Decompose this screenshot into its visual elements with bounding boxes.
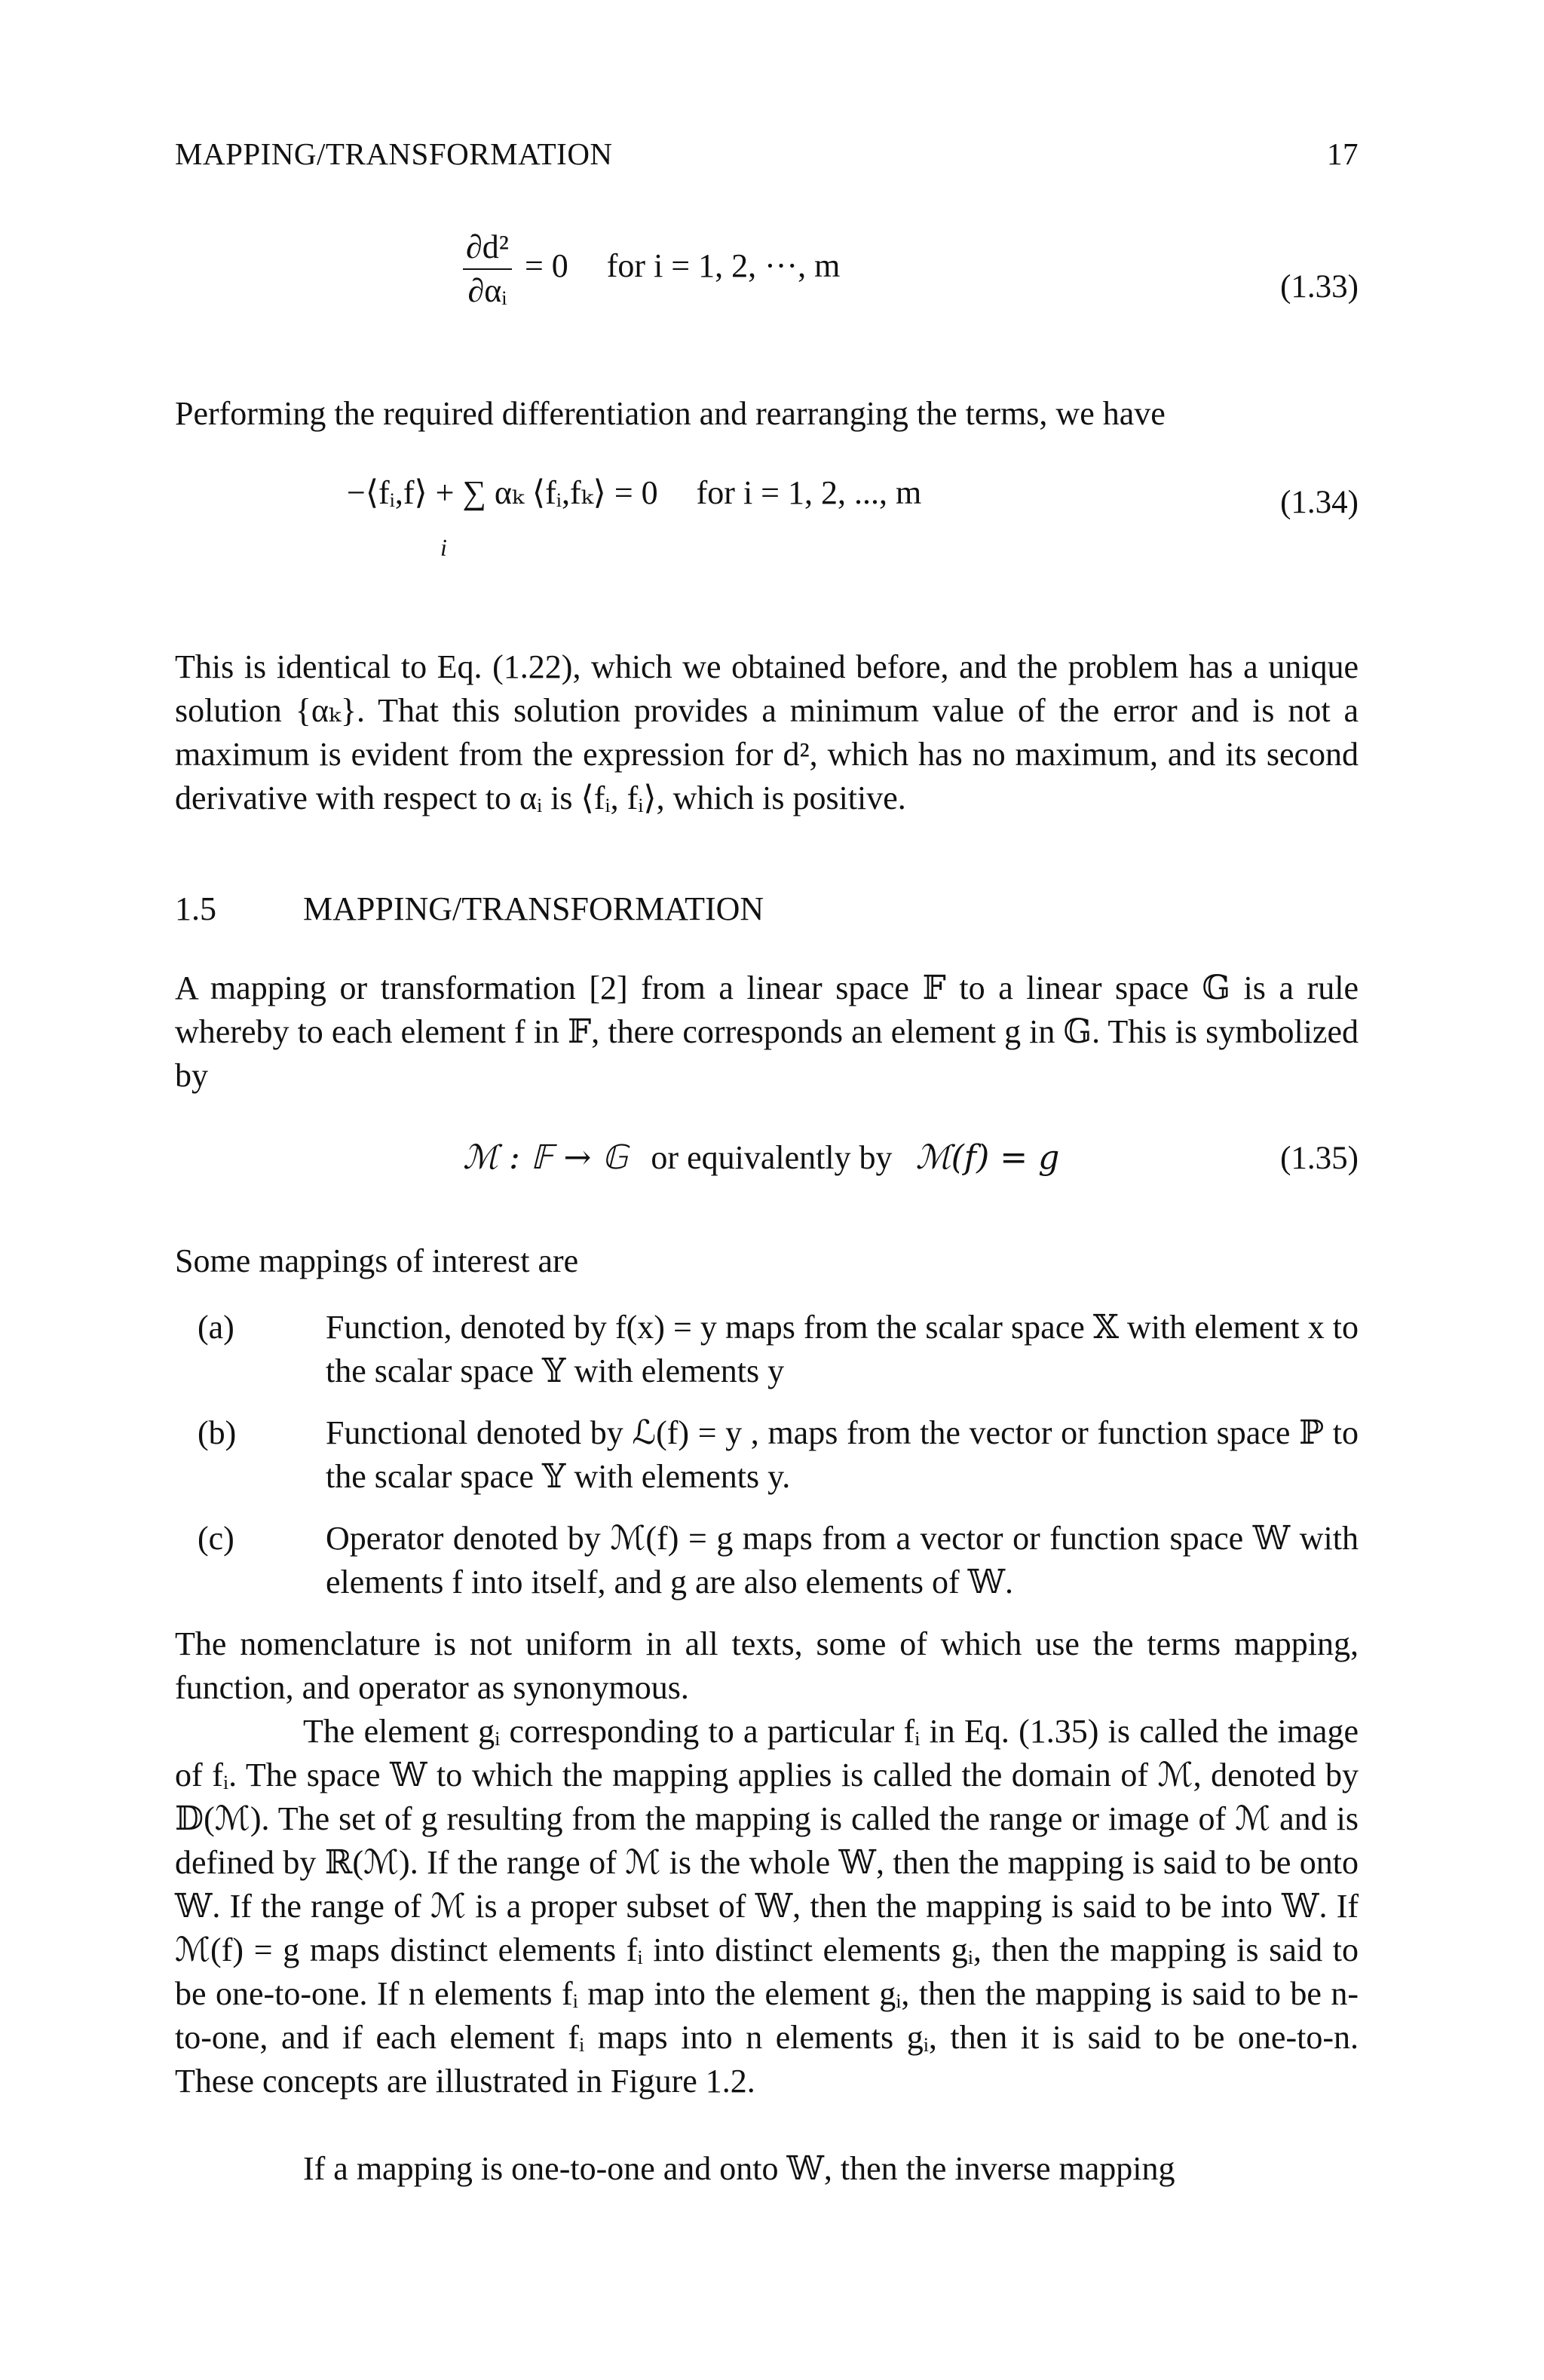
fraction-numerator: ∂d² xyxy=(463,226,512,270)
paragraph-text: The element gᵢ corresponding to a particular fᵢ in Eq. (1.35) is called the image of fᵢ. The space 𝕎 to which the mapping applies is called the domain of ℳ, denoted by 𝔻(ℳ). The set of g resulting from the mapping is called the range or image of ℳ and is defined by ℝ(ℳ). If the range of ℳ is the whole 𝕎, then the mapping is said to be onto 𝕎. If the range of ℳ is a proper subset of 𝕎, then the mapping is said to be into 𝕎. If ℳ(f) = g maps distinct elements fᵢ into distinct elements gᵢ, then the mapping is said to be one-to-one. If n elements fᵢ map into the element gᵢ, then the mapping is said to be n-to-one, and if each element fᵢ maps into n elements gᵢ, then it is said to be one-to-n. These concepts are illustrated in Figure 1.2. xyxy=(175,1713,1359,2100)
equation-condition: for i = 1, 2, ···, m xyxy=(606,247,841,285)
list-item-text: Operator denoted by ℳ(f) = g maps from a vector or function space 𝕎 with elements f into itself, and g are also elements of 𝕎. xyxy=(326,1520,1359,1600)
paragraph-5 xyxy=(175,1622,1359,1710)
equation-left: ℳ : 𝔽 → 𝔾 xyxy=(463,1138,628,1177)
equation-expression: −⟨fᵢ,f⟩ + ∑ αₖ ⟨fᵢ,fₖ⟩ = 0 xyxy=(347,474,658,511)
equation-middle: or equivalently by xyxy=(651,1139,893,1176)
equation-1-35 xyxy=(463,1138,1059,1177)
equation-1-34 xyxy=(347,473,921,512)
fraction xyxy=(463,226,512,312)
list-item-text: Functional denoted by ℒ(f) = y , maps from the vector or function space ℙ to the scalar space 𝕐 with elements y. xyxy=(326,1414,1359,1495)
paragraph-4 xyxy=(175,1239,1359,1283)
page-number: 17 xyxy=(1327,136,1359,171)
equation-number-1-35: (1.35) xyxy=(1280,1141,1359,1176)
equation-rhs: = 0 xyxy=(524,247,568,285)
equation-condition: for i = 1, 2, ..., m xyxy=(696,474,922,511)
paragraph-text: Some mappings of interest are xyxy=(175,1242,579,1279)
equation-right: ℳ(f) = g xyxy=(915,1138,1060,1177)
paragraph-6 xyxy=(175,1710,1359,2103)
paragraph-3 xyxy=(175,966,1359,1098)
paragraph-text: Performing the required differentiation and rearranging the terms, we have xyxy=(175,395,1166,432)
paragraph-text: If a mapping is one-to-one and onto 𝕎, then the inverse mapping xyxy=(303,2150,1175,2187)
running-title: MAPPING/TRANSFORMATION xyxy=(175,136,613,171)
paragraph-7 xyxy=(175,2147,1359,2191)
list-item-label: (a) xyxy=(198,1309,234,1346)
paragraph-text: The nomenclature is not uniform in all texts, some of which use the terms mapping, function, and operator as synonymous. xyxy=(175,1625,1359,1706)
equation-number-1-34: (1.34) xyxy=(1280,485,1359,520)
paragraph-text: This is identical to Eq. (1.22), which we obtained before, and the problem has a unique solution {αₖ}. That this solution provides a minimum value of the error and is not a maximum is evident from the expression for d², which has no maximum, and its second derivative with respect to αᵢ is ⟨fᵢ, fᵢ⟩, which is positive. xyxy=(175,648,1359,816)
section-number: 1.5 xyxy=(175,890,216,927)
paragraph-2 xyxy=(175,645,1359,820)
section-title: MAPPING/TRANSFORMATION xyxy=(303,890,764,927)
list-item-text: Function, denoted by f(x) = y maps from the scalar space 𝕏 with element x to the scalar space 𝕐 with elements y xyxy=(326,1309,1359,1389)
fraction-denominator: ∂αᵢ xyxy=(467,272,507,309)
paragraph-text: A mapping or transformation [2] from a linear space 𝔽 to a linear space 𝔾 is a rule whereby to each element f in 𝔽, there corresponds an element g in 𝔾. This is symbolized by xyxy=(175,969,1359,1094)
list-item-label: (c) xyxy=(198,1520,234,1557)
paragraph-1 xyxy=(175,392,1359,436)
equation-number-1-33: (1.33) xyxy=(1280,269,1359,305)
list-item-label: (b) xyxy=(198,1414,237,1451)
sum-index: i xyxy=(440,534,447,561)
equation-1-33 xyxy=(463,226,840,312)
